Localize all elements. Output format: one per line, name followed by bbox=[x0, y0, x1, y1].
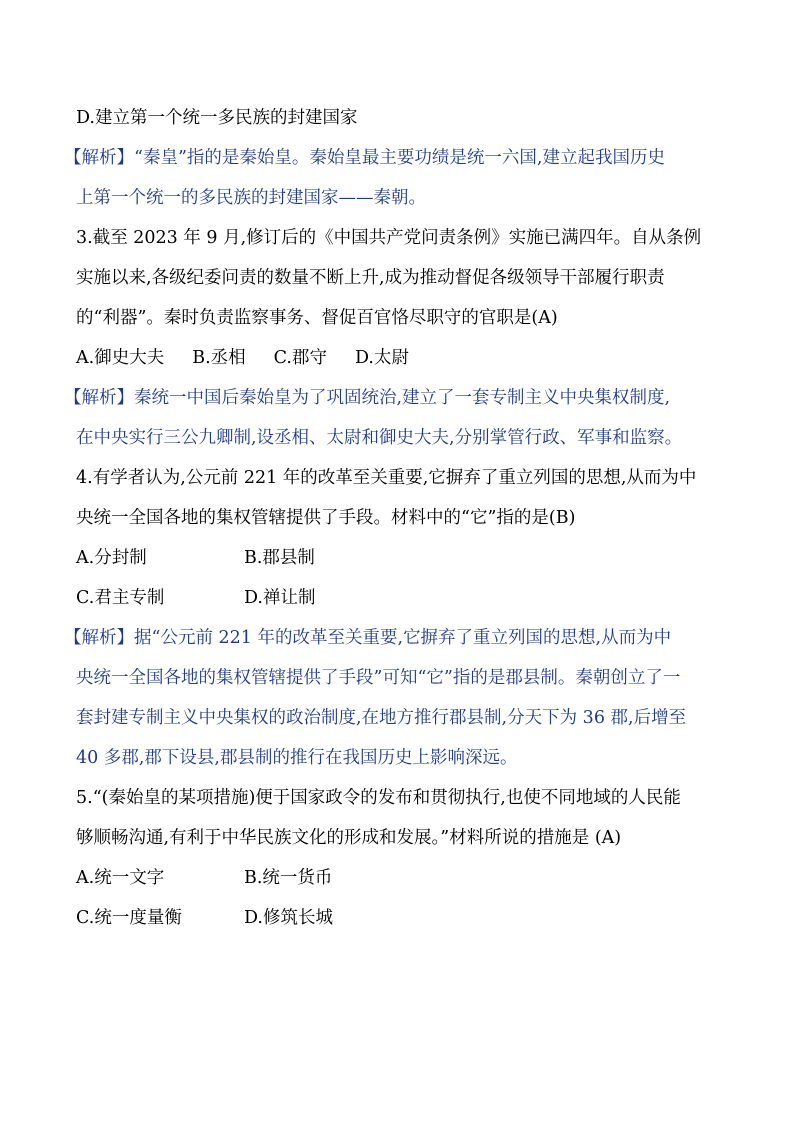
document-page bbox=[64, 98, 736, 938]
analysis-tag: 【解析】 bbox=[64, 628, 134, 648]
analysis-tag: 【解析】 bbox=[64, 148, 134, 168]
q3-options bbox=[76, 338, 736, 378]
q3-stem-line-2: 实施以来,各级纪委问责的数量不断上升,成为推动督促各级领导干部履行职责 bbox=[76, 268, 665, 288]
q5-option-d: D.修筑长城 bbox=[244, 908, 333, 928]
q2-analysis-text-1: “秦皇”指的是秦始皇。秦始皇最主要功绩是统一六国,建立起我国历史 bbox=[134, 148, 665, 168]
q4-options-row-1 bbox=[76, 538, 736, 578]
q4-option-d: D.禅让制 bbox=[244, 588, 316, 608]
q5-options-row-1 bbox=[76, 858, 736, 898]
q4-stem-line-1: 4.有学者认为,公元前 221 年的改革至关重要,它摒弃了重立列国的思想,从而为中 bbox=[76, 468, 697, 488]
analysis-tag: 【解析】 bbox=[64, 388, 134, 408]
q4-analysis-text-1: 据“公元前 221 年的改革至关重要,它摒弃了重立列国的思想,从而为中 bbox=[134, 628, 672, 648]
q5-option-b: B.统一货币 bbox=[244, 868, 333, 888]
q4-analysis-line-4: 40 多郡,郡下设县,郡县制的推行在我国历史上影响深远。 bbox=[76, 748, 518, 768]
q3-analysis-text-1: 秦统一中国后秦始皇为了巩固统治,建立了一套专制主义中央集权制度, bbox=[134, 388, 671, 408]
q5-stem-line-2: 够顺畅沟通,有利于中华民族文化的形成和发展。”材料所说的措施是 (A) bbox=[76, 828, 622, 848]
q3-stem-line-3: 的“利器”。秦时负责监察事务、督促百官恪尽职守的官职是(A) bbox=[76, 308, 558, 328]
q3-option-d: D.太尉 bbox=[354, 348, 409, 368]
q3-analysis-line-2: 在中央实行三公九卿制,设丞相、太尉和御史大夫,分别掌管行政、军事和监察。 bbox=[76, 428, 683, 448]
q5-option-a: A.统一文字 bbox=[76, 868, 165, 888]
q4-stem-line-2: 央统一全国各地的集权管辖提供了手段。材料中的“它”指的是(B) bbox=[76, 508, 576, 528]
q3-stem-line-1: 3.截至 2023 年 9 月,修订后的《中国共产党问责条例》实施已满四年。自从条例 bbox=[76, 228, 702, 248]
q3-option-b: B.丞相 bbox=[192, 348, 246, 368]
q4-analysis-line-3: 套封建专制主义中央集权的政治制度,在地方推行郡县制,分天下为 36 郡,后增至 bbox=[76, 708, 687, 728]
q2-analysis-line-1 bbox=[64, 138, 736, 178]
q4-option-c: C.君主专制 bbox=[76, 588, 165, 608]
q5-stem-line-1: 5.“(秦始皇的某项措施)便于国家政令的发布和贯彻执行,也使不同地域的人民能 bbox=[76, 788, 681, 808]
q3-option-c: C.郡守 bbox=[273, 348, 327, 368]
q4-option-b: B.郡县制 bbox=[244, 548, 315, 568]
q3-option-a: A.御史大夫 bbox=[76, 348, 165, 368]
q3-analysis-line-1 bbox=[64, 378, 736, 418]
q2-analysis-line-2: 上第一个统一的多民族的封建国家——秦朝。 bbox=[76, 188, 426, 208]
q4-options-row-2 bbox=[76, 578, 736, 618]
q4-analysis-line-1 bbox=[64, 618, 736, 658]
q5-option-c: C.统一度量衡 bbox=[76, 908, 182, 928]
q4-option-a: A.分封制 bbox=[76, 548, 147, 568]
q5-options-row-2 bbox=[76, 898, 736, 938]
q2-option-d: D.建立第一个统一多民族的封建国家 bbox=[76, 108, 358, 128]
q4-analysis-line-2: 央统一全国各地的集权管辖提供了手段”可知“它”指的是郡县制。秦朝创立了一 bbox=[76, 668, 681, 688]
